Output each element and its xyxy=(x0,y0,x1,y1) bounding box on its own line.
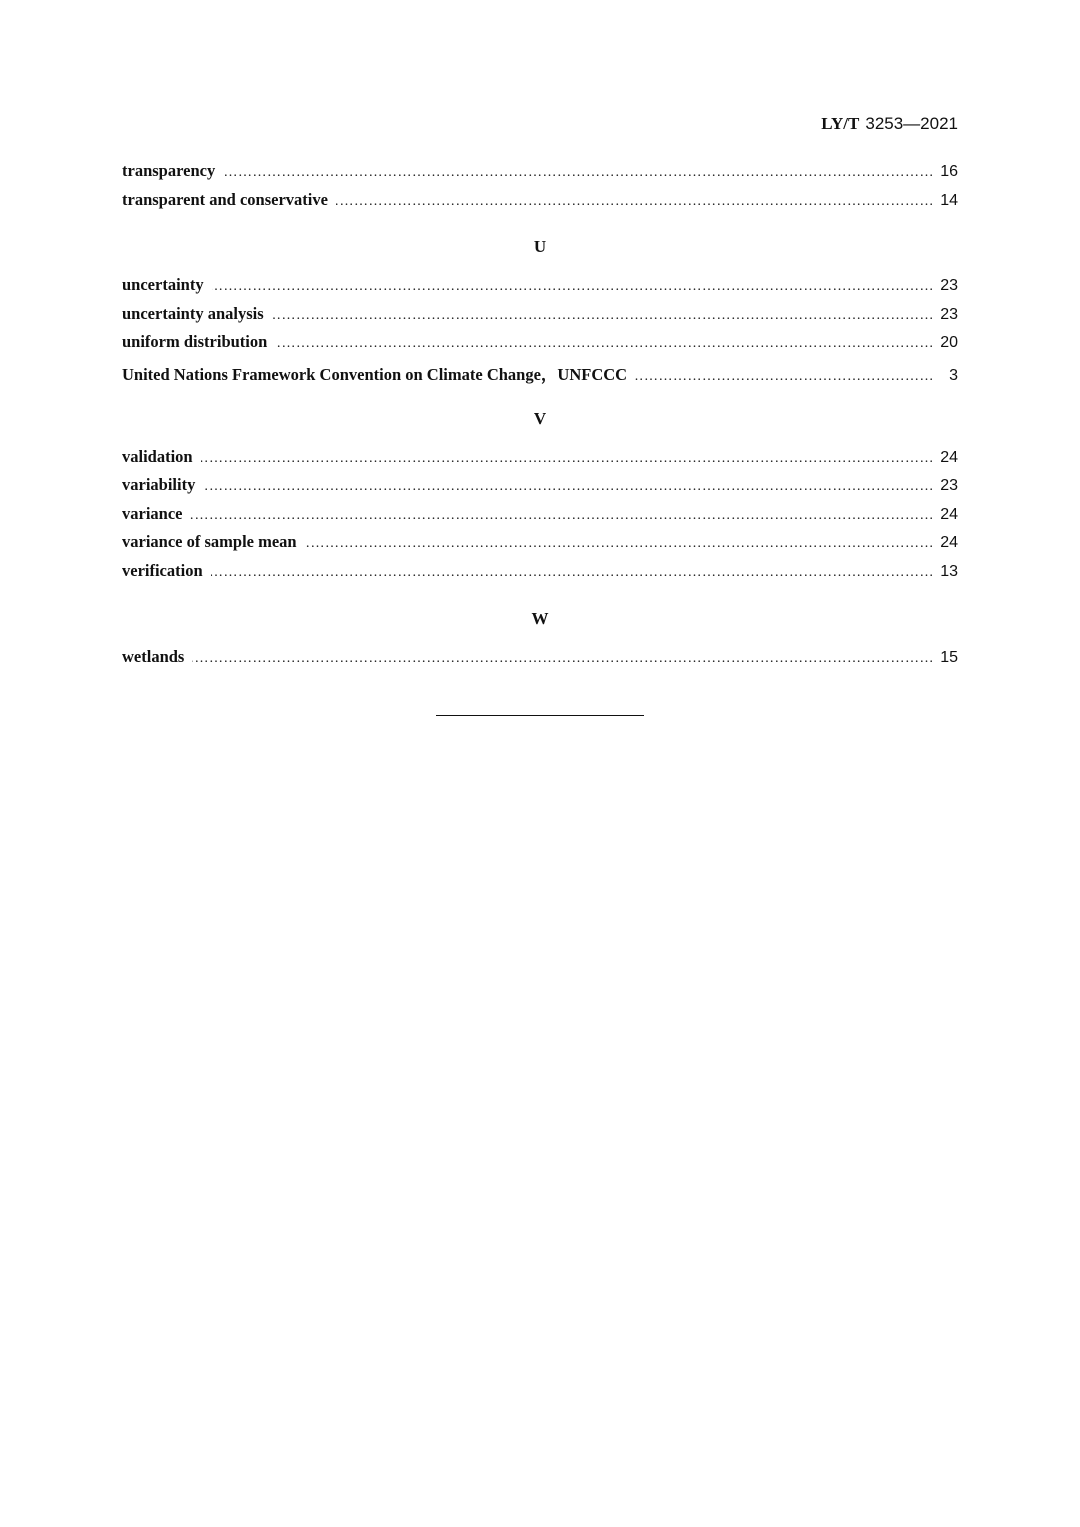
index-entry xyxy=(122,190,958,219)
index-entry xyxy=(122,647,958,676)
index-page-number: 20 xyxy=(940,334,958,352)
index-entry xyxy=(122,161,958,190)
index-page-number: 23 xyxy=(940,305,958,323)
index-page-number: 24 xyxy=(940,505,958,523)
dot-leader xyxy=(223,165,934,181)
section-letter-u: U xyxy=(533,237,547,257)
section-letter-v: V xyxy=(533,408,547,428)
index-entry xyxy=(122,275,958,304)
dot-leader xyxy=(275,336,934,352)
index-term: validation xyxy=(122,446,193,466)
standard-number: 3253—2021 xyxy=(865,114,958,133)
end-of-document-rule xyxy=(436,715,644,716)
index-term: variability xyxy=(122,475,196,495)
index-page-number: 23 xyxy=(940,477,958,495)
index-term: variance of sample mean xyxy=(122,532,297,552)
dot-leader xyxy=(211,565,934,581)
dot-leader xyxy=(212,279,934,295)
index-term: wetlands xyxy=(122,646,185,666)
index-entry xyxy=(122,532,958,561)
dot-leader xyxy=(336,194,934,210)
index-term: variance xyxy=(122,503,183,523)
dot-leader xyxy=(305,536,934,552)
index-entry xyxy=(122,304,958,333)
index-page-number: 24 xyxy=(940,448,958,466)
index-page-number: 15 xyxy=(940,648,958,666)
standard-prefix: LY/T xyxy=(821,114,860,133)
index-term: verification xyxy=(122,560,203,580)
index-term: transparent and conservative xyxy=(122,189,328,209)
index-page-number: 13 xyxy=(940,562,958,580)
index-page-number: 24 xyxy=(940,534,958,552)
index-entry xyxy=(122,504,958,533)
dot-leader xyxy=(190,508,934,524)
index-page-number: 3 xyxy=(949,366,958,384)
index-term: transparency xyxy=(122,161,216,180)
index-entry xyxy=(122,561,958,590)
index-entry xyxy=(122,332,958,361)
dot-leader xyxy=(201,451,934,467)
dot-leader xyxy=(203,479,934,495)
index-term: United Nations Framework Convention on Climate Change，UNFCCC xyxy=(122,364,628,384)
dot-leader xyxy=(192,651,934,667)
index-term: uncertainty xyxy=(122,275,204,295)
index-term: uncertainty analysis xyxy=(122,303,264,323)
page-header xyxy=(821,114,958,134)
index-page-number: 23 xyxy=(940,277,958,295)
index-term: uniform distribution xyxy=(122,332,268,352)
index-entry xyxy=(122,447,958,476)
index-list xyxy=(122,161,958,675)
section-letter-w: W xyxy=(531,608,549,628)
index-page-number: 16 xyxy=(940,163,958,180)
index-entry xyxy=(122,475,958,504)
dot-leader xyxy=(635,369,934,385)
index-page-number: 14 xyxy=(940,191,958,209)
dot-leader xyxy=(272,308,934,324)
index-entry xyxy=(122,361,958,390)
